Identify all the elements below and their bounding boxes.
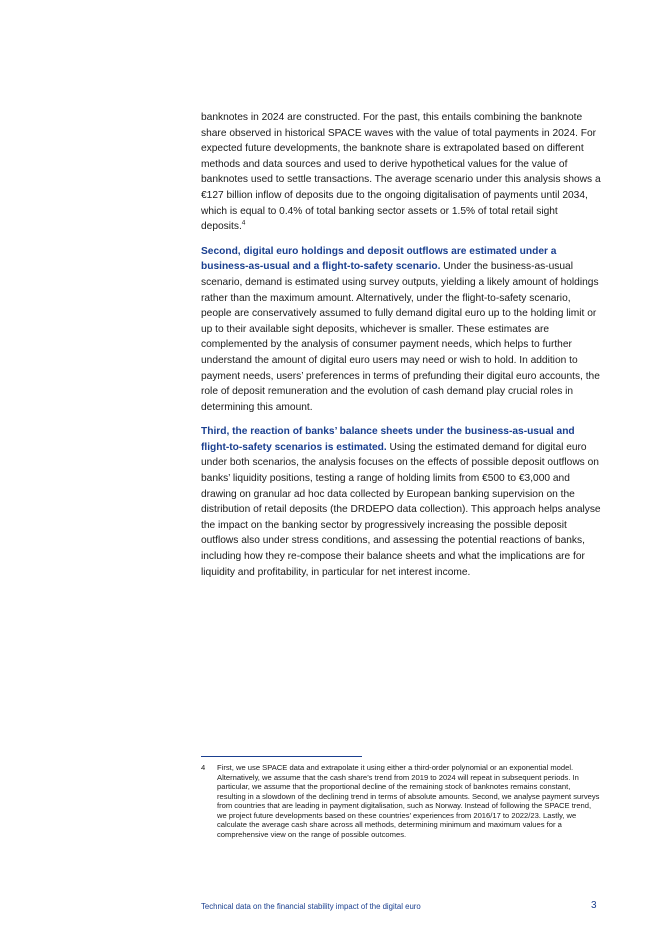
- footnote-divider: [201, 756, 362, 757]
- paragraph-text: Using the estimated demand for digital euro under both scenarios, the analysis focuses on the effects of possible deposit outflows on banks’ liquidity positions, testing a range of holding limits from €500 to €3,000 and drawing on granular ad hoc data collected by European banking supervision on the distribution of retail deposits (the DRDEPO data collection). This approach helps analyse the impact on the banking sector by progressively increasing the possible deposit outflows also under stress conditions, and assessing the potential reactions of banks, including how they re-compose their balance sheets and what the implications are for liquidity and profitability, in particular for net interest income.: [201, 441, 601, 578]
- paragraph-lead-heading: Third, the reaction of banks’ balance sheets under the business-as-usual and flight-to-safety scenarios is estimated.: [201, 426, 575, 453]
- paragraph-lead-heading: Second, digital euro holdings and deposit outflows are estimated under a business-as-usual and a flight-to-safety scenario.: [201, 245, 557, 273]
- main-content: [201, 110, 601, 589]
- footnote-reference[interactable]: 4: [241, 219, 246, 227]
- page-number: 3: [591, 900, 597, 911]
- footnote-text: First, we use SPACE data and extrapolate it using either a third-order polynomial or an exponential model. Alternatively, we assume that the cash share’s trend from 2019 to 2024 will repeat in subsequent periods. In particular, we assume that the proportional decline of the remaining stock of banknotes remains constant, resulting in a slowdown of the declining trend in terms of absolute amounts. Second, we analyse payment surveys from countries that are leading in payment digitalisation, such as Norway. Instead of following the SPACE trend, we project future developments based on these countries’ experiences from 2016/17 to 2022/23. Lastly, we calculate the average cash share across all methods, determining minimum and maximum values for a comprehensive view on the range of possible outcomes.: [217, 763, 600, 839]
- footer-document-title: Technical data on the financial stability impact of the digital euro: [201, 902, 421, 911]
- paragraph-deposit-inflow: [201, 110, 601, 235]
- footnote: [201, 763, 601, 839]
- paragraph-text: banknotes in 2024 are constructed. For the past, this entails combining the banknote share observed in historical SPACE waves with the value of total payments in 2024. For expected future developments, the banknote share is extrapolated based on different methods and data sources and used to derive hypothetical values for the value of banknotes used to settle transactions. The average scenario under this analysis shows a €127 billion inflow of deposits due to the ongoing digitalisation of payments until 2034, which is equal to 0.4% of total banking sector assets or 1.5% of total retail sight deposits.: [201, 112, 601, 233]
- paragraph-text: Under the business-as-usual scenario, demand is estimated using survey outputs, yielding a likely amount of holdings rather than the maximum amount. Alternatively, under the flight-to-safety scenario, people are conservatively assumed to fully demand digital euro up to the holding limit or up to their available sight deposits, whichever is smaller. These estimates are complemented by the analysis of consumer payment needs, which helps to further understand the amount of digital euro users may need or wish to hold. In addition to payment needs, users’ preferences in terms of prefunding their digital euro accounts, the role of deposit remuneration and the evolution of cash demand play crucial roles in determining this amount.: [201, 261, 600, 413]
- footnote-number: 4: [201, 763, 206, 772]
- paragraph-digital-euro-holdings: [201, 244, 601, 416]
- paragraph-bank-balance-sheets: [201, 424, 601, 580]
